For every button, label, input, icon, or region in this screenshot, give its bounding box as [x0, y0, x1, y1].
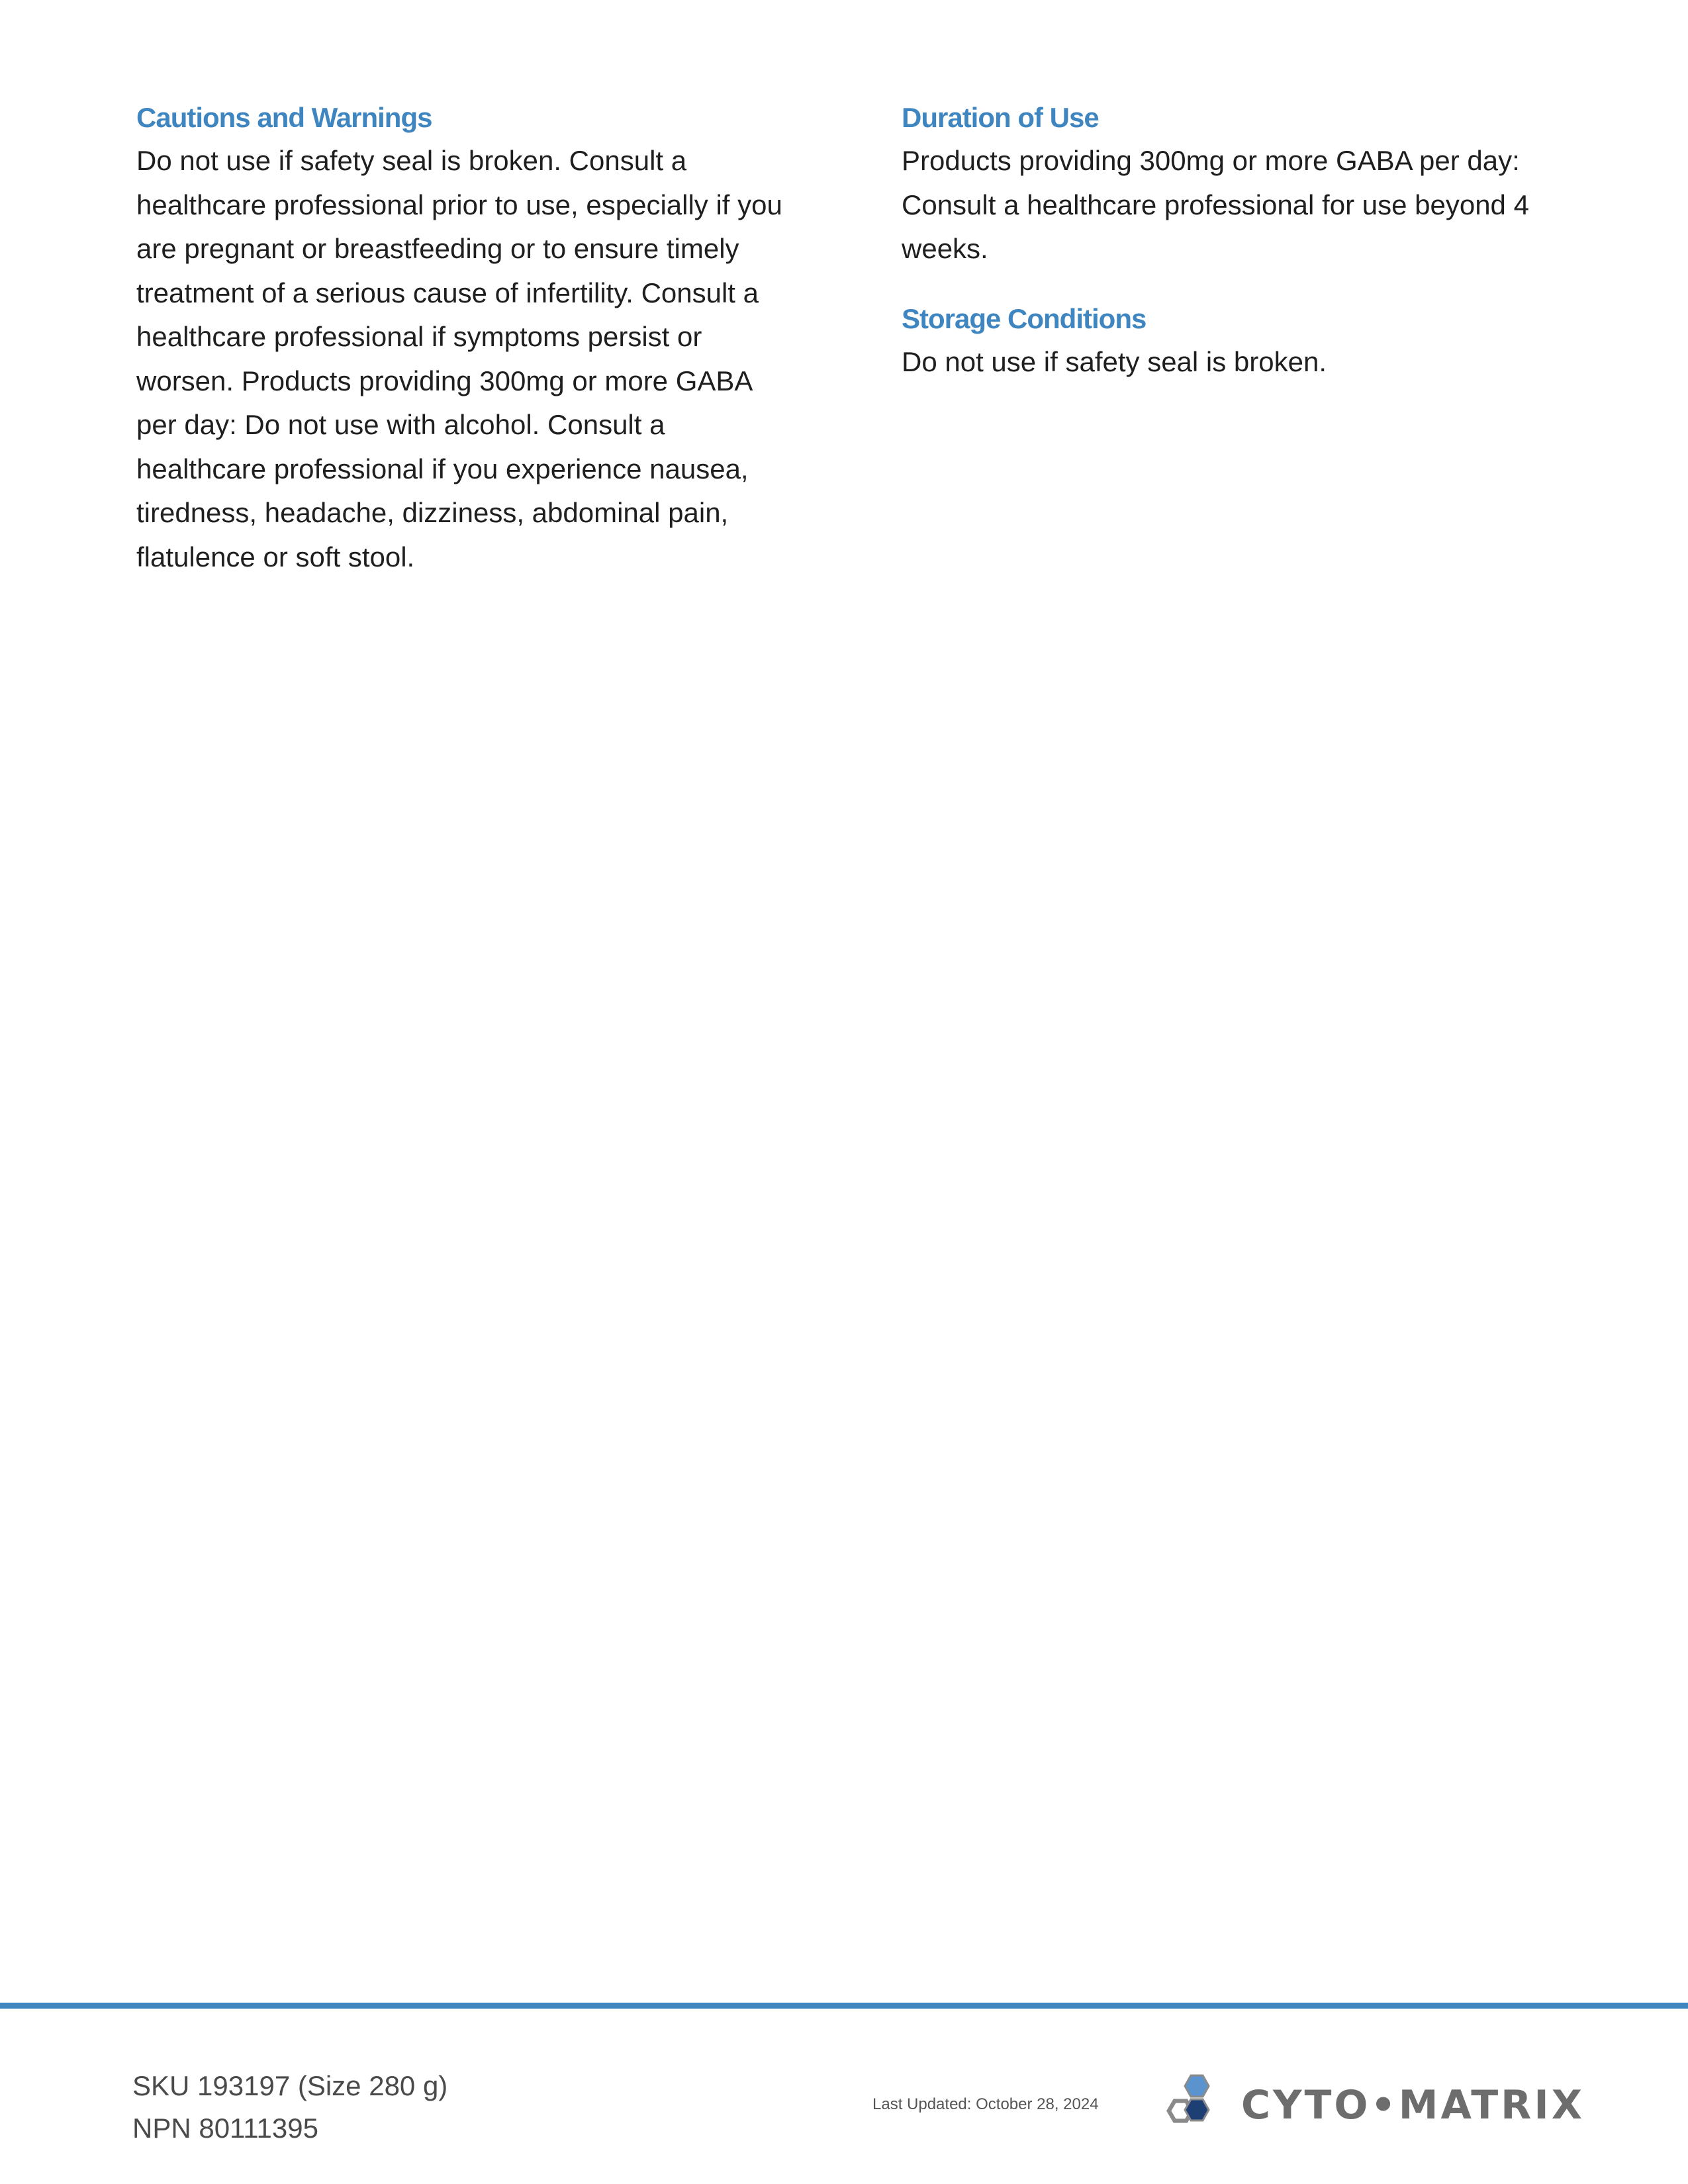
cautions-line: are pregnant or breastfeeding or to ensure timely: [136, 233, 739, 264]
hexagon-logo-icon: [1162, 2070, 1235, 2143]
light-hexagon-shape: [1185, 2075, 1209, 2097]
cautions-section: [136, 97, 798, 579]
cautions-line: healthcare professional if you experience nausea,: [136, 453, 749, 484]
logo-wordmark: CYTO•MATRIX: [1241, 2082, 1585, 2128]
sku-label: SKU 193197 (Size 280 g): [132, 2070, 448, 2101]
npn-label: NPN 80111395: [132, 2113, 318, 2144]
cautions-line: treatment of a serious cause of infertility. Consult a: [136, 277, 759, 308]
duration-section: [902, 97, 1564, 271]
left-column: [136, 97, 798, 606]
cautions-line: per day: Do not use with alcohol. Consult a: [136, 409, 665, 440]
storage-text: [902, 340, 1564, 385]
cautions-line: healthcare professional prior to use, especially if you: [136, 189, 782, 220]
duration-line: Products providing 300mg or more GABA per day:: [902, 145, 1520, 176]
right-column: [902, 97, 1564, 410]
storage-line: Do not use if safety seal is broken.: [902, 345, 1327, 377]
duration-line: weeks.: [902, 233, 988, 264]
cautions-line: worsen. Products providing 300mg or more GABA: [136, 365, 753, 396]
storage-heading: Storage Conditions: [902, 302, 1147, 334]
last-updated-label: Last Updated: October 28, 2024: [872, 2095, 1099, 2113]
cautions-heading: Cautions and Warnings: [136, 102, 432, 133]
product-identifiers: [132, 2065, 447, 2150]
cautions-line: Do not use if safety seal is broken. Consult a: [136, 145, 687, 176]
storage-section: [902, 298, 1564, 385]
cautions-text: [136, 139, 798, 579]
cautions-line: flatulence or soft stool.: [136, 541, 415, 572]
footer-divider: [0, 2003, 1688, 2009]
duration-line: Consult a healthcare professional for use beyond 4: [902, 189, 1529, 220]
duration-heading: Duration of Use: [902, 102, 1099, 133]
dark-hexagon-shape: [1185, 2099, 1209, 2120]
cautions-line: tiredness, headache, dizziness, abdominal pain,: [136, 497, 729, 528]
duration-text: [902, 139, 1564, 271]
cytomatrix-logo: [1162, 2070, 1585, 2143]
cautions-line: healthcare professional if symptoms persist or: [136, 321, 702, 352]
